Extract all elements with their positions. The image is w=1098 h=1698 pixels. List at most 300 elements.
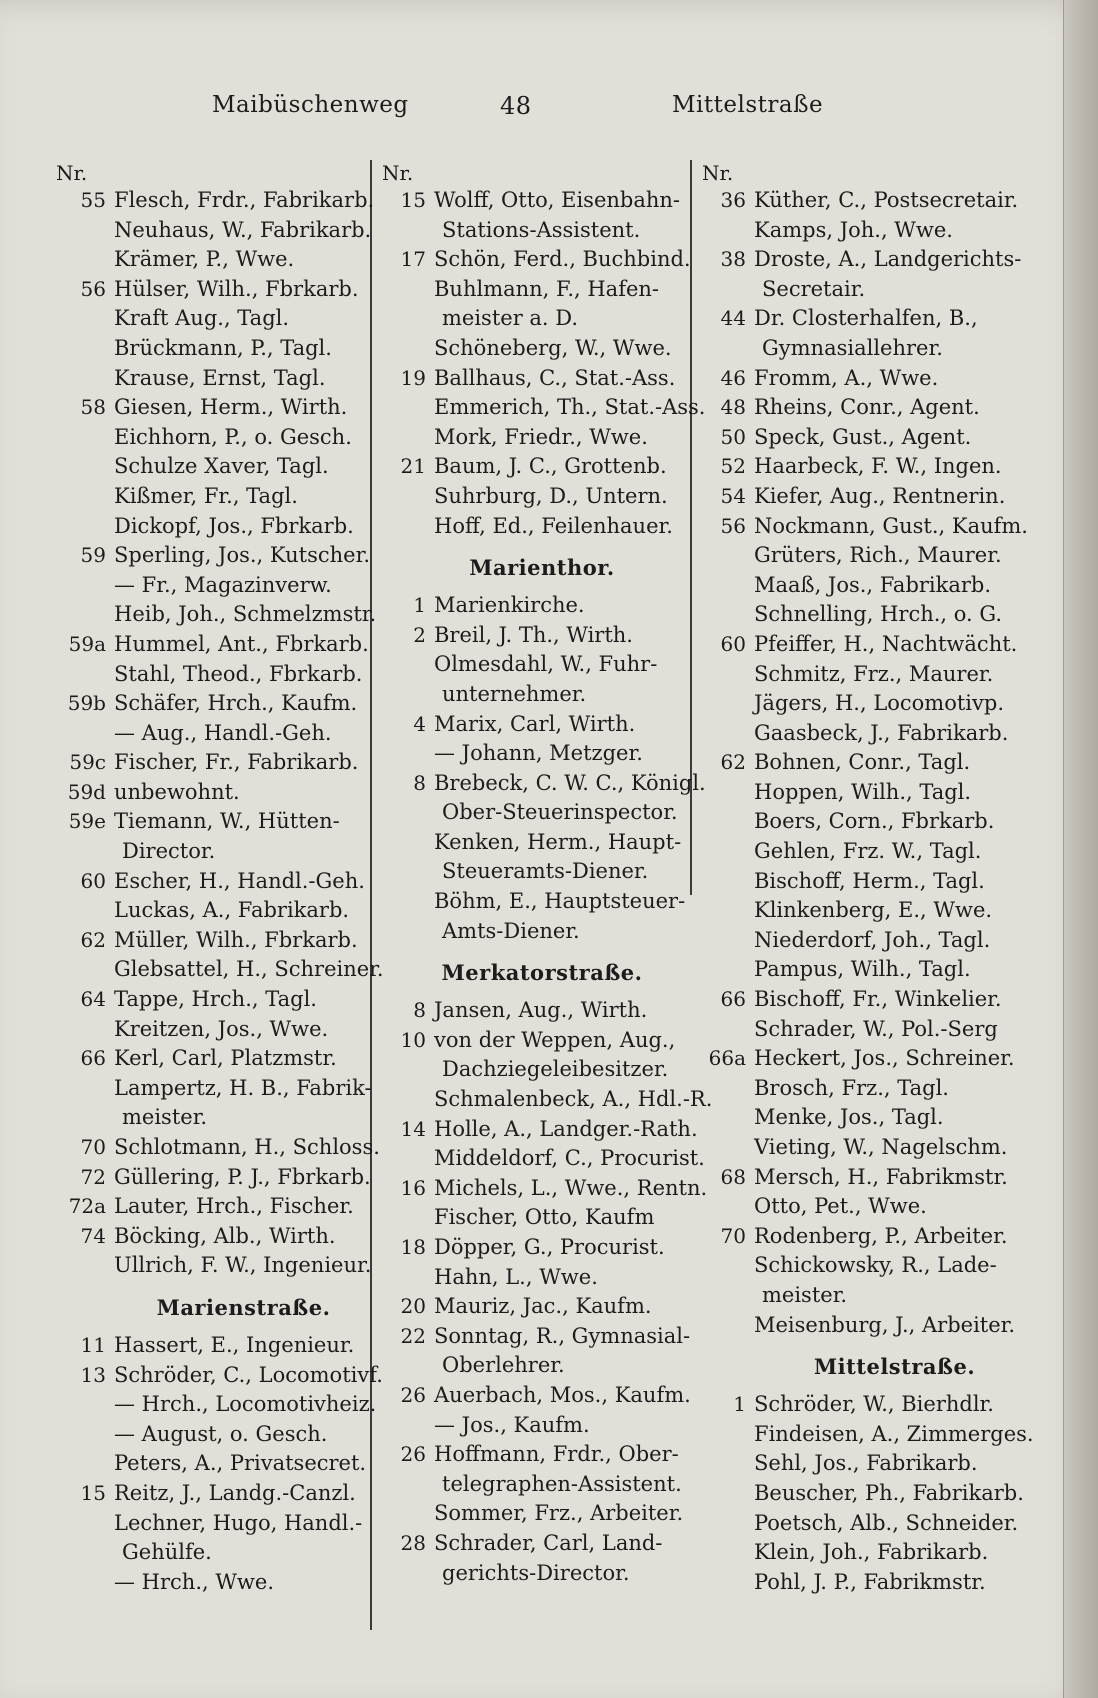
house-number: [702, 867, 754, 897]
resident-entry: Findeisen, A., Zimmerges.: [754, 1421, 1034, 1446]
resident-entry: Tiemann, W., Hütten-: [114, 809, 340, 834]
house-number: [702, 689, 754, 719]
resident-entry: Menke, Jos., Tagl.: [754, 1105, 944, 1130]
house-number: [702, 660, 754, 690]
house-number: [56, 304, 114, 334]
house-number: [56, 896, 114, 926]
house-number: [382, 739, 434, 769]
entry-row: [702, 423, 1047, 453]
street-heading: Mittelstraße.: [813, 1354, 976, 1380]
entry-row: [56, 245, 391, 275]
house-number: [382, 1470, 434, 1500]
column-header-nr: Nr.: [382, 161, 414, 185]
entry-row: [382, 393, 706, 423]
resident-entry: Ballhaus, C., Stat.-Ass.: [434, 365, 676, 390]
resident-entry: Luckas, A., Fabrikarb.: [114, 898, 350, 923]
entry-row: [382, 1115, 698, 1145]
resident-entry: meister.: [122, 1105, 208, 1130]
entry-row: [56, 1044, 391, 1074]
entry-row: [56, 275, 391, 305]
resident-entry: Secretair.: [762, 276, 866, 301]
entry-row: [382, 1292, 692, 1322]
resident-entry: Vieting, W., Nagelschm.: [754, 1135, 1008, 1159]
entry-row: [56, 1538, 391, 1568]
resident-entry: Boers, Corn., Fbrkarb.: [754, 809, 995, 834]
entry-row: [56, 1509, 391, 1539]
house-number: [702, 719, 754, 749]
resident-entry: Pampus, Wilh., Tagl.: [754, 957, 971, 982]
resident-entry: Mork, Friedr., Wwe.: [434, 424, 648, 449]
resident-entry: Schulze Xaver, Tagl.: [114, 454, 329, 479]
resident-entry: Lauter, Hrch., Fischer.: [114, 1194, 354, 1219]
house-number: [382, 423, 434, 453]
resident-entry: Schröder, W., Bierhdlr.: [754, 1392, 994, 1417]
house-number: [702, 1133, 754, 1163]
resident-entry: Hassert, E., Ingenieur.: [114, 1332, 355, 1357]
entry-row: [702, 837, 1047, 867]
house-number: [702, 1568, 754, 1598]
house-number: [382, 1411, 434, 1441]
resident-entry: Sehl, Jos., Fabrikarb.: [754, 1451, 978, 1476]
entry-row: [702, 452, 1047, 482]
entry-row: [382, 769, 706, 799]
house-number: 10: [400, 1027, 426, 1052]
resident-entry: Krämer, P., Wwe.: [114, 247, 295, 272]
house-number: 15: [80, 1480, 106, 1505]
house-number: [382, 650, 434, 680]
house-number: [56, 1568, 114, 1598]
resident-entry: Schöneberg, W., Wwe.: [434, 335, 672, 360]
house-number: [56, 1390, 114, 1420]
entry-row: [702, 778, 1047, 808]
house-number: 26: [400, 1442, 426, 1467]
house-number: 8: [413, 998, 426, 1023]
entry-row: [56, 1074, 391, 1104]
resident-entry: Middeldorf, C., Procurist.: [434, 1146, 705, 1171]
entry-row: [702, 1311, 1047, 1341]
entry-row: [56, 1163, 391, 1193]
entry-row: [702, 482, 1047, 512]
house-number: [382, 1559, 434, 1589]
entry-row: [382, 680, 692, 710]
entry-row: [702, 1509, 1047, 1539]
entry-row: [56, 512, 391, 542]
resident-entry: Dr. Closterhalfen, B.,: [754, 306, 978, 331]
entry-row: [56, 1568, 391, 1598]
resident-entry: Haarbeck, F. W., Ingen.: [754, 454, 1002, 479]
entry-row: [382, 857, 692, 887]
house-number: [702, 1479, 754, 1509]
house-number: [702, 334, 754, 364]
entry-row: [702, 1420, 1047, 1450]
entry-row: [56, 778, 391, 808]
resident-entry: Jägers, H., Locomotivp.: [754, 691, 1005, 716]
entry-row: [56, 1251, 391, 1281]
entry-row: [56, 1015, 391, 1045]
resident-entry: Schmalenbeck, A., Hdl.-R.: [434, 1087, 713, 1112]
house-number: 59: [80, 543, 106, 568]
house-number: 52: [720, 454, 746, 479]
resident-entry: Marienkirche.: [434, 593, 585, 618]
resident-entry: Klinkenberg, E., Wwe.: [754, 898, 993, 923]
house-number: 59e: [68, 809, 106, 834]
entry-row: [382, 887, 692, 917]
entry-row: [382, 1440, 692, 1470]
house-number: [382, 393, 434, 423]
house-number: [702, 571, 754, 601]
entry-row: [56, 1479, 391, 1509]
street-heading: Marienthor.: [469, 555, 615, 581]
house-number: 56: [80, 276, 106, 301]
house-number: [56, 1103, 114, 1133]
entry-row: [56, 1103, 391, 1133]
house-number: [702, 1074, 754, 1104]
resident-entry: Bohnen, Conr., Tagl.: [754, 750, 971, 775]
resident-entry: Schrader, Carl, Land-: [434, 1530, 663, 1555]
resident-entry: Ullrich, F. W., Ingenieur.: [114, 1253, 372, 1278]
house-number: [382, 275, 434, 305]
house-number: 38: [720, 247, 746, 272]
resident-entry: Speck, Gust., Agent.: [754, 424, 972, 449]
house-number: [702, 600, 754, 630]
house-number: [702, 1311, 754, 1341]
house-number: [702, 1103, 754, 1133]
house-number: [56, 216, 114, 246]
house-number: 62: [80, 927, 106, 952]
entry-row: [382, 245, 692, 275]
resident-entry: Dachziegeleibesitzer.: [442, 1057, 669, 1082]
entry-row: [702, 512, 1047, 542]
entry-row: [702, 393, 1047, 423]
column-header-nr: Nr.: [702, 161, 734, 185]
house-number: 18: [400, 1235, 426, 1259]
resident-entry: Müller, Wilh., Fbrkarb.: [114, 927, 358, 952]
house-number: 13: [80, 1362, 106, 1387]
entry-row: [702, 807, 1047, 837]
entry-row: [56, 719, 391, 749]
house-number: [382, 857, 434, 887]
entry-row: [702, 364, 1047, 394]
house-number: [56, 1538, 114, 1568]
resident-entry: Brebeck, C. W. C., Königl.: [434, 770, 706, 795]
house-number: 46: [720, 365, 746, 390]
resident-entry: Hoffmann, Frdr., Ober-: [434, 1442, 679, 1467]
resident-entry: Fischer, Fr., Fabrikarb.: [114, 750, 359, 775]
entry-row: [382, 650, 692, 680]
entry-row: [56, 896, 391, 926]
house-number: [702, 926, 754, 956]
house-number: [702, 896, 754, 926]
house-number: 44: [720, 306, 746, 331]
resident-entry: Hoppen, Wilh., Tagl.: [754, 779, 972, 804]
resident-entry: Buhlmann, F., Hafen-: [434, 276, 660, 301]
resident-entry: Holle, A., Landger.-Rath.: [434, 1116, 698, 1141]
house-number: [56, 719, 114, 749]
resident-entry: Breil, J. Th., Wirth.: [434, 622, 633, 647]
entry-row: [56, 304, 391, 334]
entry-row: [382, 739, 692, 769]
resident-entry: Sommer, Frz., Arbeiter.: [434, 1501, 684, 1526]
house-number: 59b: [67, 691, 106, 716]
street-heading: Marienstraße.: [156, 1294, 331, 1320]
house-number: [382, 512, 434, 542]
entry-row: [702, 1479, 1047, 1509]
resident-entry: Director.: [122, 839, 216, 864]
house-number: [382, 1085, 434, 1115]
resident-entry: Michels, L., Wwe., Rentn.: [434, 1175, 708, 1200]
entry-row: [382, 186, 692, 216]
resident-entry: Kreitzen, Jos., Wwe.: [114, 1016, 329, 1041]
entry-row: [382, 1499, 692, 1529]
resident-entry: Otto, Pet., Wwe.: [754, 1194, 927, 1219]
entry-row: [56, 867, 391, 897]
house-number: [56, 600, 114, 630]
resident-entry: Kißmer, Fr., Tagl.: [114, 483, 298, 508]
resident-entry: Emmerich, Th., Stat.-Ass.: [434, 395, 706, 420]
resident-entry: Glebsattel, H., Schreiner.: [114, 957, 384, 982]
resident-entry: — Hrch., Locomotivheiz.: [114, 1392, 377, 1417]
entry-row: [56, 1331, 391, 1361]
resident-entry: Kamps, Joh., Wwe.: [754, 217, 953, 242]
resident-entry: meister.: [762, 1282, 848, 1307]
entry-row: [56, 1222, 391, 1252]
resident-entry: Böcking, Alb., Wirth.: [114, 1223, 336, 1248]
resident-entry: Rheins, Conr., Agent.: [754, 395, 980, 420]
resident-entry: Kiefer, Aug., Rentnerin.: [754, 483, 1006, 508]
house-number: 48: [720, 395, 746, 420]
street-heading: Merkatorstraße.: [441, 960, 643, 986]
resident-entry: Sperling, Jos., Kutscher.: [114, 543, 370, 568]
resident-entry: Meisenburg, J., Arbeiter.: [754, 1312, 1016, 1337]
resident-entry: Schlotmann, H., Schloss.: [114, 1135, 380, 1159]
house-number: [702, 1449, 754, 1479]
house-number: [382, 828, 434, 858]
entry-row: [56, 807, 391, 837]
resident-entry: Peters, A., Privatsecret.: [114, 1451, 367, 1476]
house-number: 56: [720, 513, 746, 538]
entry-row: [56, 926, 391, 956]
entry-row: [56, 955, 391, 985]
house-number: 4: [413, 711, 426, 736]
resident-entry: Pfeiffer, H., Nachtwächt.: [754, 631, 1018, 656]
resident-entry: Amts-Diener.: [442, 918, 580, 943]
house-number: [382, 1263, 434, 1293]
house-number: 59d: [67, 779, 106, 804]
entry-row: [382, 1559, 692, 1589]
house-number: [56, 1509, 114, 1539]
entry-row: [382, 1026, 692, 1056]
house-number: [382, 1144, 434, 1174]
resident-entry: Fromm, A., Wwe.: [754, 365, 939, 390]
house-number: 60: [720, 631, 746, 656]
entry-row: [382, 364, 692, 394]
entry-row: [702, 630, 1047, 660]
resident-entry: Kenken, Herm., Haupt-: [434, 829, 682, 854]
entry-row: [56, 748, 391, 778]
resident-entry: Bischoff, Fr., Winkelier.: [754, 987, 1002, 1012]
entry-row: [702, 1192, 1047, 1222]
resident-entry: Schröder, C., Locomotivf.: [114, 1362, 383, 1387]
house-number: 22: [400, 1323, 426, 1348]
entry-row: [702, 1044, 1047, 1074]
house-number: [702, 1281, 754, 1311]
house-number: [702, 1015, 754, 1045]
entry-row: [382, 304, 692, 334]
house-number: 17: [400, 247, 426, 272]
house-number: 59c: [69, 750, 106, 775]
column-2: [382, 160, 713, 1588]
entry-row: [702, 304, 1047, 334]
resident-entry: Pohl, J. P., Fabrikmstr.: [754, 1569, 986, 1594]
house-number: 26: [400, 1382, 426, 1407]
entry-row: [382, 216, 692, 246]
entry-row: [56, 393, 391, 423]
house-number: [702, 955, 754, 985]
house-number: 21: [400, 454, 426, 479]
entry-row: [56, 1361, 391, 1391]
resident-entry: gerichts-Director.: [442, 1560, 630, 1585]
entry-row: [382, 917, 692, 947]
entry-row: [702, 186, 1047, 216]
resident-entry: Lampertz, H. B., Fabrik-: [114, 1075, 372, 1100]
house-number: [382, 917, 434, 947]
house-number: 70: [80, 1135, 106, 1159]
house-number: 59a: [68, 631, 106, 656]
entry-row: [702, 1568, 1047, 1598]
house-number: [56, 482, 114, 512]
resident-entry: Eichhorn, P., o. Gesch.: [114, 424, 352, 449]
house-number: [382, 1351, 434, 1381]
house-number: 58: [80, 395, 106, 420]
entry-row: [382, 1203, 692, 1233]
entry-row: [382, 512, 692, 542]
page-edge: [1063, 0, 1098, 1698]
resident-entry: Ober-Steuerinspector.: [442, 800, 678, 825]
resident-entry: Hoff, Ed., Feilenhauer.: [434, 513, 673, 538]
house-number: 60: [80, 868, 106, 893]
house-number: [56, 837, 114, 867]
entry-row: [382, 621, 692, 651]
resident-entry: Droste, A., Landgerichts-: [754, 247, 1022, 272]
resident-entry: Niederdorf, Joh., Tagl.: [754, 927, 991, 952]
entry-row: [702, 985, 1047, 1015]
house-number: [702, 216, 754, 246]
entry-row: [382, 1055, 692, 1085]
entry-row: [56, 364, 391, 394]
house-number: 66: [80, 1046, 106, 1071]
house-number: 50: [720, 424, 746, 449]
house-number: [702, 1420, 754, 1450]
running-head-right: Mittelstraße: [672, 92, 824, 118]
resident-entry: Jansen, Aug., Wirth.: [434, 998, 648, 1023]
resident-entry: Sonntag, R., Gymnasial-: [434, 1323, 691, 1348]
resident-entry: unbewohnt.: [114, 779, 240, 804]
entry-row: [382, 828, 692, 858]
house-number: 54: [720, 483, 746, 508]
house-number: [382, 216, 434, 246]
resident-entry: — Hrch., Wwe.: [114, 1569, 275, 1594]
house-number: [702, 541, 754, 571]
entry-row: [382, 591, 692, 621]
entry-row: [702, 1538, 1047, 1568]
house-number: 68: [720, 1164, 746, 1189]
entry-row: [702, 334, 1047, 364]
column-3: [702, 160, 1047, 1597]
entry-row: [56, 423, 391, 453]
house-number: 11: [80, 1332, 106, 1357]
entry-row: [56, 985, 391, 1015]
entry-row: [702, 1222, 1047, 1252]
house-number: 20: [400, 1294, 426, 1319]
resident-entry: Wolff, Otto, Eisenbahn-: [434, 188, 681, 212]
page-number: 48: [500, 92, 532, 120]
entry-row: [702, 1103, 1047, 1133]
house-number: 64: [80, 987, 106, 1012]
resident-entry: Tappe, Hrch., Tagl.: [114, 987, 317, 1012]
house-number: [56, 1420, 114, 1450]
entry-row: [56, 1420, 391, 1450]
house-number: 1: [413, 593, 426, 618]
entry-row: [56, 1390, 391, 1420]
entry-row: [382, 1233, 692, 1263]
entry-row: [382, 1529, 692, 1559]
house-number: 66a: [708, 1046, 746, 1071]
resident-entry: Heckert, Jos., Schreiner.: [754, 1046, 1015, 1071]
resident-entry: Hummel, Ant., Fbrkarb.: [114, 631, 369, 656]
entry-row: [382, 1322, 692, 1352]
entry-row: [702, 926, 1047, 956]
house-number: [382, 304, 434, 334]
entry-row: [702, 689, 1047, 719]
entry-row: [382, 1381, 692, 1411]
entry-row: [56, 186, 391, 216]
entry-row: [702, 1251, 1047, 1281]
house-number: [702, 807, 754, 837]
entry-row: [382, 1351, 692, 1381]
house-number: [702, 275, 754, 305]
entry-row: [702, 748, 1047, 778]
house-number: 72a: [68, 1194, 106, 1219]
column-1: [56, 160, 391, 1597]
entry-row: [702, 600, 1047, 630]
resident-entry: Gehülfe.: [122, 1540, 212, 1565]
resident-entry: Fischer, Otto, Kaufm: [434, 1205, 655, 1230]
house-number: [382, 680, 434, 710]
house-number: [56, 1015, 114, 1045]
entry-row: [56, 689, 391, 719]
entry-row: [56, 660, 391, 690]
resident-entry: Schmitz, Frz., Maurer.: [754, 661, 994, 686]
resident-entry: meister a. D.: [442, 306, 579, 331]
house-number: 70: [720, 1223, 746, 1248]
resident-entry: Neuhaus, W., Fabrikarb.: [114, 217, 372, 242]
resident-entry: Güllering, P. J., Fbrkarb.: [114, 1164, 371, 1189]
entry-row: [702, 571, 1047, 601]
house-number: [382, 334, 434, 364]
entry-row: [702, 955, 1047, 985]
resident-entry: Brückmann, P., Tagl.: [114, 335, 332, 360]
resident-entry: Kraft Aug., Tagl.: [114, 306, 290, 331]
house-number: [702, 1192, 754, 1222]
resident-entry: Mauriz, Jac., Kaufm.: [434, 1294, 652, 1319]
resident-entry: Dickopf, Jos., Fbrkarb.: [114, 513, 354, 538]
resident-entry: Bischoff, Herm., Tagl.: [754, 868, 985, 893]
entry-row: [382, 452, 692, 482]
resident-entry: Schnelling, Hrch., o. G.: [754, 602, 1003, 627]
house-number: [56, 364, 114, 394]
entry-row: [382, 1144, 705, 1174]
entry-row: [382, 334, 692, 364]
